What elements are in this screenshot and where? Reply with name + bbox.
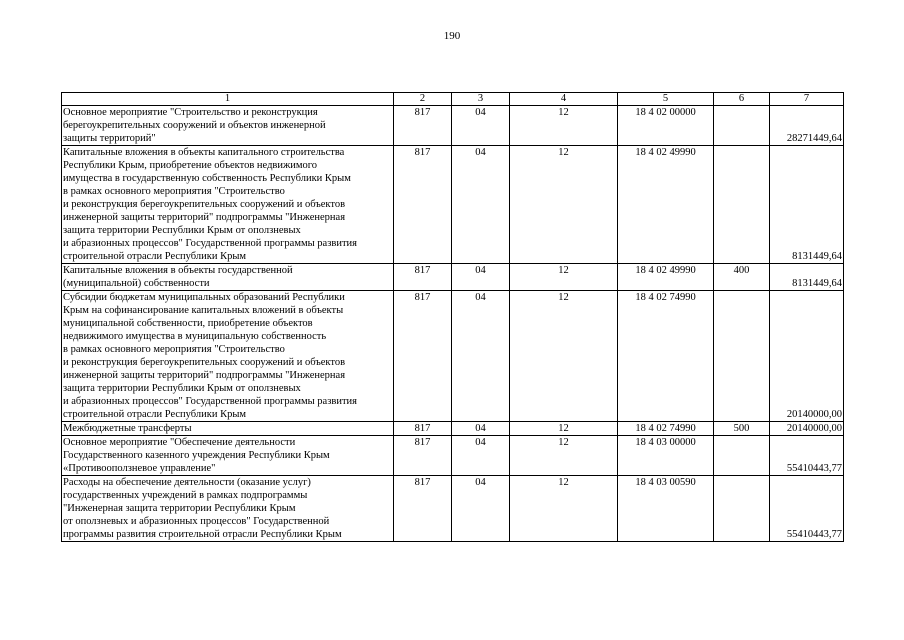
column-header-7: 7 [770,93,844,106]
row-description: Основное мероприятие "Строительство и реконструкция берегоукрепительных сооружений и объектов инженерной защиты территорий" [62,106,394,146]
target-article-code: 18 4 03 00000 [618,436,714,476]
expense-type-code [714,146,770,264]
table-row [62,264,844,291]
column-header-2: 2 [394,93,452,106]
column-header-1: 1 [62,93,394,106]
ministry-code: 817 [394,422,452,436]
target-article-code: 18 4 02 49990 [618,146,714,264]
expense-type-code: 400 [714,264,770,291]
amount: 55410443,77 [770,436,844,476]
column-header-6: 6 [714,93,770,106]
amount: 8131449,64 [770,146,844,264]
subsection-code: 12 [510,106,618,146]
expense-type-code: 500 [714,422,770,436]
row-description: Основное мероприятие "Обеспечение деятельности Государственного казенного учреждения Республики Крым «Противооползневое управление" [62,436,394,476]
ministry-code: 817 [394,106,452,146]
page-number: 190 [443,30,461,42]
column-header-3: 3 [452,93,510,106]
row-description: Капитальные вложения в объекты государственной (муниципальной) собственности [62,264,394,291]
target-article-code: 18 4 02 74990 [618,291,714,422]
table-row [62,106,844,146]
amount: 20140000,00 [770,422,844,436]
table-header-row [62,93,844,106]
subsection-code: 12 [510,476,618,542]
target-article-code: 18 4 02 49990 [618,264,714,291]
table-row [62,146,844,264]
subsection-code: 12 [510,264,618,291]
section-code: 04 [452,291,510,422]
table-row [62,422,844,436]
ministry-code: 817 [394,436,452,476]
amount: 28271449,64 [770,106,844,146]
table-row [62,476,844,542]
section-code: 04 [452,422,510,436]
row-description: Расходы на обеспечение деятельности (оказание услуг) государственных учреждений в рамках подпрограммы "Инженерная защита территории Республики Крым от оползневых и абразионных процессов" Государственной программы развития строительной отрасли Республики Крым [62,476,394,542]
expense-type-code [714,106,770,146]
amount: 8131449,64 [770,264,844,291]
subsection-code: 12 [510,422,618,436]
section-code: 04 [452,146,510,264]
section-code: 04 [452,264,510,291]
expense-type-code [714,476,770,542]
ministry-code: 817 [394,476,452,542]
amount: 55410443,77 [770,476,844,542]
section-code: 04 [452,106,510,146]
row-description: Капитальные вложения в объекты капитального строительства Республики Крым, приобретение объектов недвижимого имущества в государственную собственность Республики Крым в рамках основного мероприятия "Строительство и реконструкция берегоукрепительных сооружений и объектов инженерной защиты территорий" подпрограммы "Инженерная защита территории Республики Крым от оползневых и абразионных процессов" Государственной программы развития строительной отрасли Республики Крым [62,146,394,264]
ministry-code: 817 [394,264,452,291]
row-description: Субсидии бюджетам муниципальных образований Республики Крым на софинансирование капитальных вложений в объекты муниципальной собственности, приобретение объектов недвижимого имущества в муниципальную собственность в рамках основного мероприятия "Строительство и реконструкция берегоукрепительных сооружений и объектов инженерной защиты территорий" подпрограммы "Инженерная защита территории Республики Крым от оползневых и абразионных процессов" Государственной программы развития строительной отрасли Республики Крым [62,291,394,422]
expense-type-code [714,436,770,476]
amount: 20140000,00 [770,291,844,422]
ministry-code: 817 [394,146,452,264]
table-row [62,291,844,422]
target-article-code: 18 4 03 00590 [618,476,714,542]
section-code: 04 [452,476,510,542]
row-description: Межбюджетные трансферты [62,422,394,436]
subsection-code: 12 [510,291,618,422]
table-row [62,436,844,476]
budget-table [61,92,844,542]
column-header-5: 5 [618,93,714,106]
subsection-code: 12 [510,146,618,264]
column-header-4: 4 [510,93,618,106]
section-code: 04 [452,436,510,476]
expense-type-code [714,291,770,422]
target-article-code: 18 4 02 00000 [618,106,714,146]
target-article-code: 18 4 02 74990 [618,422,714,436]
ministry-code: 817 [394,291,452,422]
subsection-code: 12 [510,436,618,476]
